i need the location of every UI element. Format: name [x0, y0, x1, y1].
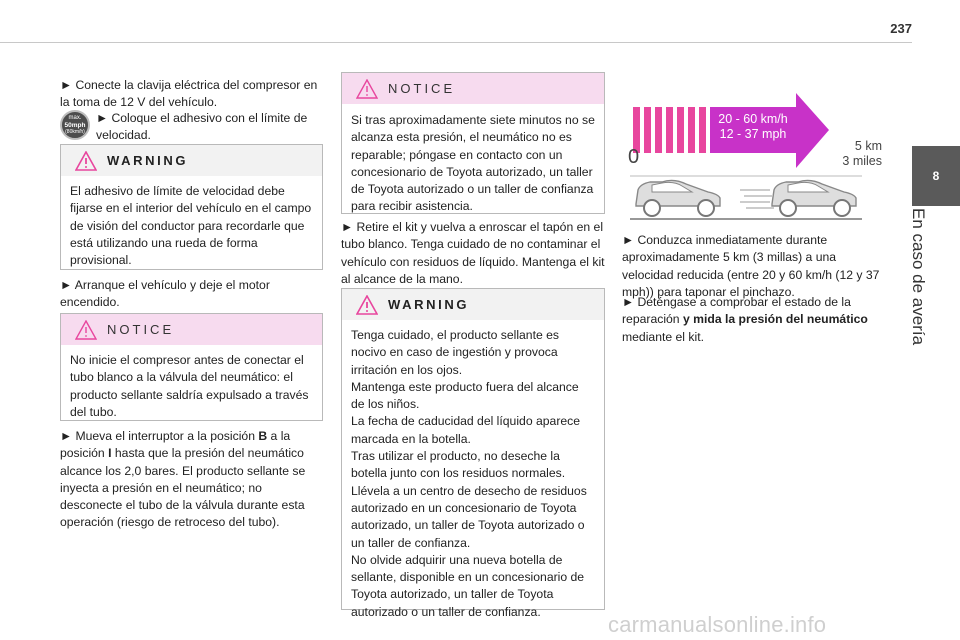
step-switch-position — [60, 428, 322, 532]
watermark: carmanualsonline.info — [608, 612, 827, 637]
notice-header — [61, 314, 322, 345]
chapter-title-text: En caso de avería — [909, 208, 928, 346]
speed-distance-figure — [622, 86, 884, 226]
notice-title: NOTICE — [107, 322, 175, 337]
speed-mph: 12 - 37 mph — [719, 127, 787, 141]
distance-km: 5 km — [854, 139, 882, 153]
notice-icon — [75, 320, 97, 340]
notice-text: Si tras aproximadamente siete minutos no se alcanza esta presión, el neumático no es reparable; póngase en contacto con un concesionario de Toyota autorizado, un taller de Toyota autorizado o un taller de confianza para recibir asistencia. — [351, 113, 595, 214]
warning-icon — [75, 151, 97, 171]
sticker-line-1: max. — [68, 114, 82, 121]
warning-header — [61, 145, 322, 176]
step-switch-d: hasta que la presión del neumático alcance los 2,0 bares. El producto sellante se inyecta a presión en el neumático; no desconecte el tubo de la válvula durante esta operación (riesgo de retroceso del tubo). — [60, 446, 306, 530]
notice-box-compressor — [60, 313, 323, 421]
warning-box-sealant — [341, 288, 605, 619]
sticker-line-2: 50mph — [64, 121, 86, 129]
warning-text: Tenga cuidado, el producto sellante es nocivo en caso de ingestión y provoca irritación en los ojos. Mantenga este producto fuera del alcance de los niños. La fecha de caducidad del líquido aparece marcada en la botella. Tras utilizar el producto, no deseche la botella junto con los residuos normales. Llévela a un centro de desecho de residuos autorizado en un concesionario de Toyota autorizado, un taller de Toyota autorizado o un taller de confianza. No olvide adquirir una nueva botella de sellante, disponible en un concesionario de Toyota autorizado, un taller de Toyota autorizado o un taller de confianza. — [351, 328, 587, 619]
warning-text: El adhesivo de límite de velocidad debe fijarse en el interior del vehículo en el campo de visión del conductor para recordarle que está utilizando una rueda de forma provisional. — [70, 184, 312, 268]
step-connect-plug: ► Conecte la clavija eléctrica del compresor en la toma de 12 V del vehículo. — [60, 78, 318, 110]
step-drive: ► Conduzca inmediatamente durante aproximadamente 5 km (3 millas) a una velocidad reducida (entre 20 y 60 km/h (12 y 37 mph)) para taponar el pinchazo. — [622, 233, 880, 299]
motion-lines — [740, 190, 774, 208]
step-check-a: ► Deténgase a comprobar el estado de la reparación — [622, 295, 851, 327]
warning-title: WARNING — [107, 153, 189, 168]
car-icon-right — [772, 180, 856, 216]
chapter-number: 8 — [932, 169, 940, 183]
notice-text: No inicie el compresor antes de conectar el tubo blanco a la válvula del neumático: el producto sellante saldría expulsado a través del tubo. — [70, 353, 309, 419]
distance-miles: 3 miles — [842, 154, 882, 168]
warning-icon — [356, 295, 378, 315]
position-b: B — [258, 429, 268, 443]
speed-label — [710, 112, 796, 142]
chapter-tab[interactable] — [912, 146, 960, 206]
step-start-vehicle: ► Arranque el vehículo y deje el motor encendido. — [60, 278, 270, 310]
step-check-bold: y mida la presión del neumático — [682, 312, 868, 327]
chapter-title — [898, 206, 938, 366]
warning-header — [342, 289, 604, 320]
distance-label — [830, 139, 882, 169]
warning-box-sticker — [60, 144, 323, 270]
speed-kmh: 20 - 60 km/h — [718, 112, 788, 126]
position-i: I — [108, 446, 112, 461]
speed-sticker-icon — [60, 110, 90, 140]
start-marker: 0 — [628, 146, 640, 168]
warning-title: WARNING — [388, 297, 470, 312]
page-number: 237 — [890, 21, 912, 36]
step-switch-a: ► Mueva el interruptor a la posición — [60, 429, 259, 443]
notice-box-pressure — [341, 72, 605, 214]
sticker-line-3: (80km/h) — [65, 128, 85, 135]
notice-icon — [356, 79, 378, 99]
step-check-repair — [622, 294, 882, 346]
step-switch-c: a la posición — [60, 429, 291, 461]
notice-title: NOTICE — [388, 81, 456, 96]
step-place-sticker: ► Coloque el adhesivo con el límite de velocidad. — [96, 111, 308, 143]
step-remove-kit: ► Retire el kit y vuelva a enroscar el tapón en el tubo blanco. Tenga cuidado de no contaminar el vehículo con residuos de líquido. Mantenga el kit al alcance de la mano. — [341, 220, 605, 286]
car-icon-left — [636, 180, 720, 216]
notice-header — [342, 73, 604, 104]
step-check-c: mediante el kit. — [622, 329, 704, 344]
header-divider — [0, 42, 912, 43]
